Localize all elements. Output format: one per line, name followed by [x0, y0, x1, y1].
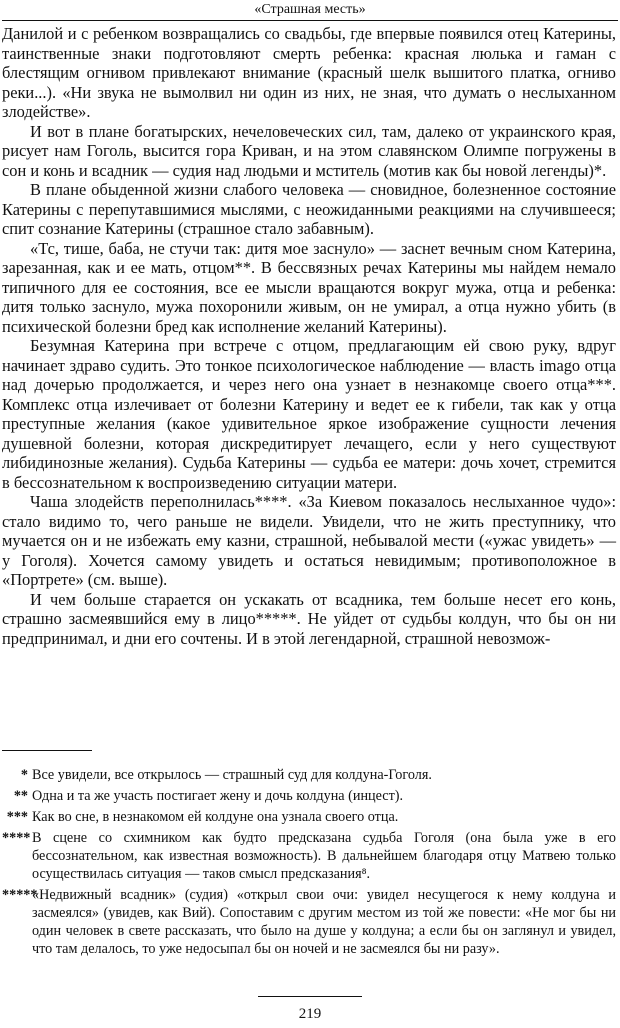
footnote	[2, 886, 616, 958]
footnote	[2, 808, 616, 826]
footnote-mark: **	[13, 788, 28, 804]
footnote-text: Как во сне, в незнакомом ей колдуне она узнала своего отца.	[32, 809, 399, 825]
running-head: «Страшная месть»	[254, 2, 366, 17]
page-number: 219	[298, 1006, 322, 1022]
paragraph: В плане обыденной жизни слабого человека — сновидное, болезненное состояние Катерины с перепутавшимися мыслями, с неожиданными реакциями на случившееся; спит сознание Катерины (страшное стало забавным).	[2, 180, 616, 238]
footnote-text: В сцене со схимником как будто предсказана судьба Гоголя (она была уже в его бессознательном, как известная возможность). В дальнейшем благодаря отцу Матвею только осуществилась ситуация — таков смысл предсказания⁸.	[32, 830, 616, 882]
main-text	[2, 24, 616, 648]
footnote	[2, 766, 616, 784]
footnote-text: «Недвижный всадник» (судия) «открыл свои очи: увидел несущегося к нему колдуна и засмеялся» (увидев, как Вий). Сопоставим с другим местом из той же повести: «Не мог бы ни один человек в свете рассказать, что было на душе у колдуна; а если бы он заглянул и увидел, что там делалось, то уже недосыпал бы он ночей и не засмеялся бы ни разу».	[32, 887, 616, 957]
paragraph: И вот в плане богатырских, нечеловеческих сил, там, далеко от украинского края, рисует нам Гоголь, высится гора Криван, и на этом славянском Олимпе погружены в сон и конь и всадник — судия над людьми и мститель (мотив как бы новой легенды)*.	[2, 121, 616, 180]
paragraph: Чаша злодейств переполнилась****. «За Киевом показалось неслыханное чудо»: стало видимо то, чего раньше не видели. Увидели, что не жить преступнику, что мучается он и не избежать ему казни, страшной, небывалой мести («ужас увидеть» — у Гоголя). Хочется самому увидеть и остаться невидимым; противоположное в «Портрете» (см. выше).	[2, 492, 616, 589]
page-number-rule	[258, 996, 362, 997]
paragraph: И чем больше старается он ускакать от всадника, тем больше несет его конь, страшно засмеявшийся ему в лицо*****. Не уйдет от судьбы колдун, что бы он ни предпринимал, и дни его сочтены. И в этой легендарной, страшной невозмож-	[2, 589, 616, 648]
footnote-mark: ****	[2, 830, 31, 846]
paragraph: «Тс, тише, баба, не стучи так: дитя мое заснуло» — заснет вечным сном Катерина, зарезанная, как и ее мать, отцом**. В бессвязных речах Катерины мы найдем немало типичного для ее состояния, все ее мысли вращаются вокруг мужа, отца и ребенка: дитя только заснуло, мужа похоронили живым, он не умирал, а отца нужно убить (в психической болезни бред как исполнение желаний Катерины).	[2, 238, 616, 336]
footnote	[2, 829, 616, 883]
footnote-mark: *****	[2, 887, 38, 903]
paragraph: Безумная Катерина при встрече с отцом, предлагающим ей свою руку, вдруг начинает здраво судить. Это тонкое психологическое наблюдение — власть imago отца над дочерью продолжается, и через него она узнает в незнакомце своего отца***. Комплекс отца излечивает от болезни Катерину и ведет ее к гибели, так как у отца преступные желания (какое удивительное яркое изображение сущности лечения душевной болезни, которая дискредитирует лечащего, если у него существуют либидинозные желания). Судьба Катерины — судьба ее матери: дочь хочет, стремится в бессознательном к воспроизведению ситуации матери.	[2, 336, 616, 492]
footnotes	[2, 766, 616, 961]
footnote-rule	[2, 750, 92, 751]
paragraph: Данилой и с ребенком возвращались со свадьбы, где впервые появился отец Катерины, таинственные знаки подготовляют смерть ребенка: красная люлька и гаман с блестящим огнивом привлекают внимание (красный шелк вышитого платка, огниво реки...). «Ни звука не вымолвил ни один из них, не зная, что думать о неслыханном злодействе».	[2, 24, 616, 121]
footnote-mark: ***	[6, 809, 28, 825]
header-rule	[2, 20, 618, 21]
footnote-text: Все увидели, все открылось — страшный суд для колдуна-Гоголя.	[32, 767, 432, 783]
footnote-text: Одна и та же участь постигает жену и дочь колдуна (инцест).	[32, 788, 404, 804]
footnote	[2, 787, 616, 805]
footnote-mark: *	[20, 767, 28, 783]
